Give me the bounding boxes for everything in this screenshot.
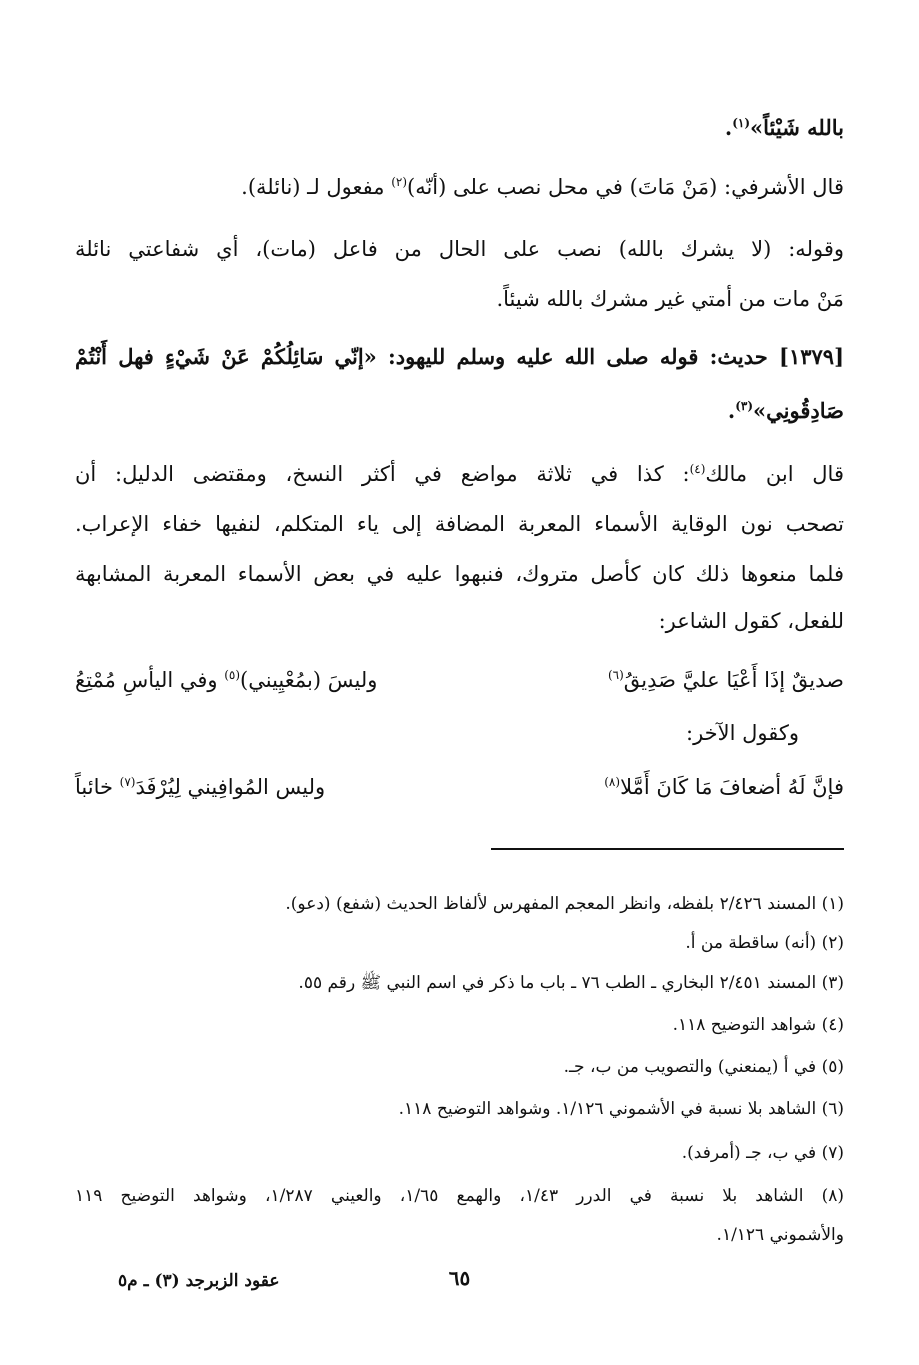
verse-text: وليسَ (بمُعْيِيني)	[240, 668, 378, 692]
footnote-ref: (٤)	[689, 462, 706, 476]
footnote-ref: (٨)	[604, 775, 621, 789]
text-span: مفعول لـ (نائلة).	[241, 175, 392, 199]
footnote-3: (٣) المسند ٢/٤٥١ البخاري ـ الطب ٧٦ ـ باب ما ذكر في اسم النبي ﷺ رقم ٥٥.	[298, 973, 844, 993]
verse-1-first-hemistich	[608, 668, 844, 692]
text-line-6	[728, 396, 844, 426]
book-signature: عقود الزبرجد (٣) ـ م٥	[118, 1271, 280, 1291]
text-line-10: للفعل، كقول الشاعر:	[658, 609, 844, 633]
text-line-3: وقوله: (لا يشرك بالله) نصب على الحال من فاعل (مات)، أي شفاعتي نائلة	[75, 237, 844, 261]
text-line-9: فلما منعوها ذلك كان كأصل متروك، فنبهوا عليه في بعض الأسماء المعربة المشابهة	[75, 562, 844, 586]
text-line-4: مَنْ مات من أمتي غير مشرك بالله شيئاً.	[496, 287, 844, 311]
text-line-2	[241, 172, 844, 202]
text-line-11: وكقول الآخر:	[686, 721, 799, 745]
verse-text: وفي اليأسِ مُمْتِعُ	[75, 668, 225, 692]
footnote-1: (١) المسند ٢/٤٢٦ بلفظه، وانظر المعجم المفهرس لألفاظ الحديث (شفع) (دعو).	[285, 894, 844, 914]
hadith-quote: «إنّي سَائِلُكُمْ عَنْ شَيْءٍ فهل أَنْتُمْ	[75, 344, 377, 369]
verse-1-second-hemistich	[75, 668, 377, 692]
text-line-1	[725, 113, 844, 143]
text-span: قال ابن مالك	[705, 462, 844, 486]
punct: .	[724, 115, 733, 140]
footnote-6: (٦) الشاهد بلا نسبة في الأشموني ١/١٢٦. وشواهد التوضيح ١١٨.	[398, 1099, 844, 1119]
footnote-7: (٧) في ب، جـ (أمرفد).	[681, 1143, 844, 1163]
footnote-ref: (٥)	[224, 668, 241, 682]
text-line-7	[75, 459, 844, 489]
verse-1	[75, 668, 844, 702]
footnote-2: (٢) (أنه) ساقطة من أ.	[685, 933, 844, 953]
footnote-4: (٤) شواهد التوضيح ١١٨.	[672, 1015, 844, 1035]
page-number: ٦٥	[448, 1266, 471, 1290]
verse-text: فإنَّ لَهُ أضعافَ مَا كَانَ أَمَّلا	[620, 775, 844, 799]
footnote-ref: (٦)	[607, 668, 624, 682]
footnote-5: (٥) في أ (يمنعني) والتصويب من ب، جـ.	[563, 1057, 844, 1077]
text-span: : كذا في ثلاثة مواضع في أكثر النسخ، ومقتضى الدليل: أن	[75, 462, 690, 486]
verse-text: صديقٌ إذَا أَعْيَا عليَّ صَدِيقُ	[623, 668, 844, 692]
text-line-8: تصحب نون الوقاية الأسماء المعربة المضافة إلى ياء المتكلم، لنفيها خفاء الإعراب.	[75, 512, 844, 536]
footnote-separator	[491, 848, 844, 850]
text-line-5	[75, 342, 844, 372]
footnote-8: (٨) الشاهد بلا نسبة في الدرر ١/٤٣، والهمع ١/٦٥، والعيني ١/٢٨٧، وشواهد التوضيح ١١٩	[75, 1186, 844, 1206]
verse-2-first-hemistich	[604, 775, 844, 799]
footnote-ref: (١)	[732, 116, 751, 130]
verse-text: خائباً	[75, 775, 120, 799]
verse-2	[75, 775, 844, 809]
hadith-end: صَادِقُونِي»	[753, 398, 844, 423]
hadith-end: بالله شَيْئاً»	[750, 115, 844, 140]
entry-heading: [١٣٧٩] حديث: قوله صلى الله عليه وسلم لليهود:	[376, 344, 844, 369]
footnote-ref: (٢)	[391, 175, 408, 189]
verse-text: وليس المُوافِيني لِيُرْفَدَ	[135, 775, 326, 799]
punct: .	[727, 398, 736, 423]
footnote-ref: (٣)	[735, 399, 754, 413]
text-span: قال الأشرفي: (مَنْ مَاتَ) في محل نصب على (أنّه)	[407, 175, 844, 199]
footnote-ref: (٧)	[119, 775, 136, 789]
verse-2-second-hemistich	[75, 775, 325, 799]
footnote-8-continued: والأشموني ١/١٢٦.	[716, 1225, 844, 1245]
